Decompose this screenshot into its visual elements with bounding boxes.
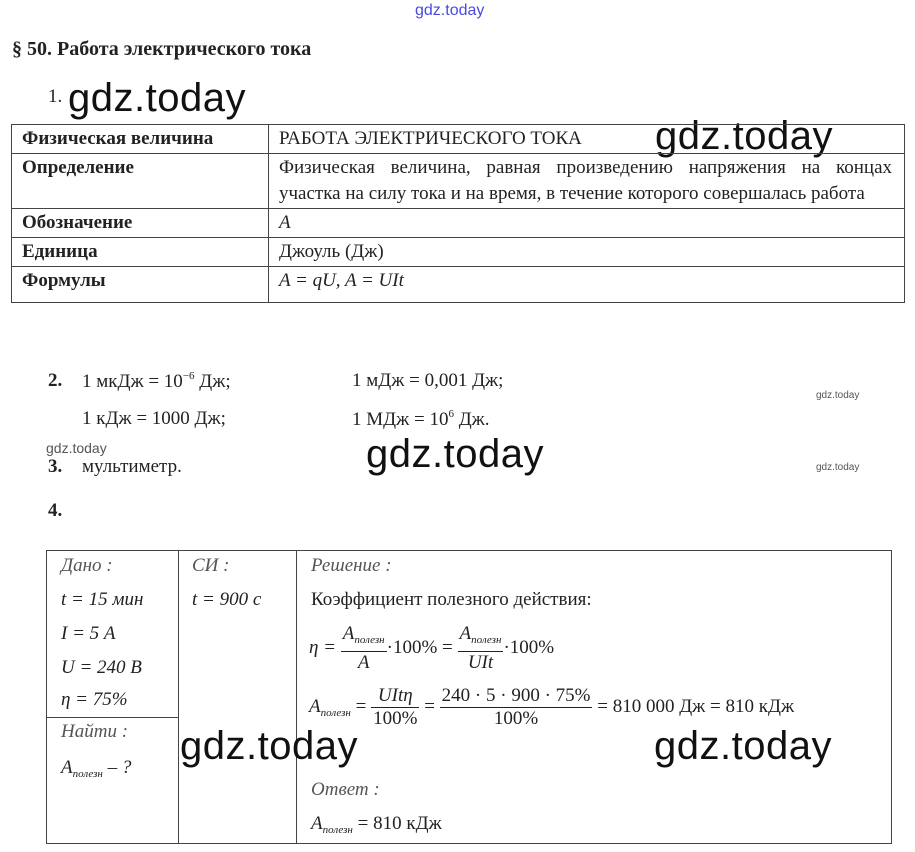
task1-number: 1. [48, 86, 63, 107]
unit-left: 1 мкДж = 10 [82, 371, 183, 392]
unit-item [82, 370, 231, 393]
watermark-5: gdz.today [654, 724, 832, 768]
fraction: $\frac{\text{UItη}}{100\%}$ [373, 685, 418, 729]
row-key: Единица [12, 238, 269, 267]
watermark-small-3: gdz.today [816, 462, 860, 473]
unit-item: 1 мДж = 0,001 Дж; [352, 370, 504, 391]
divider [47, 717, 178, 718]
watermark-small-1: gdz.today [816, 390, 860, 401]
section-title: § 50. Работа электрического тока [12, 38, 312, 60]
row-value: A [269, 209, 905, 238]
divider [178, 551, 179, 843]
unit-right: Дж; [194, 371, 231, 392]
given-item: η = 75% [61, 689, 128, 710]
task4-number: 4. [48, 500, 63, 521]
row-key: Физическая величина [12, 125, 269, 154]
given-item: t = 15 мин [61, 589, 144, 610]
si-item: t = 900 с [192, 589, 262, 610]
find-item: $A_{полезн}$ – ? [61, 757, 132, 780]
watermark-2: gdz.today [655, 114, 833, 158]
watermark-1: gdz.today [68, 76, 246, 120]
given-item: U = 240 В [61, 657, 142, 678]
fraction: $\frac{240 \cdot 5 \cdot 900 \cdot 75\%}{100\%}$ [441, 685, 591, 729]
row-key: Формулы [12, 267, 269, 303]
given-header: Дано : [61, 555, 113, 576]
si-header: СИ : [192, 555, 230, 576]
watermark-top: gdz.today [415, 2, 485, 19]
row-value: Физическая величина, равная произведению напряжения на концах участка на силу тока и на время, в течение которого совершалась работа [269, 154, 905, 209]
table-row [12, 154, 905, 209]
table-row [12, 125, 905, 154]
find-header: Найти : [61, 721, 129, 742]
unit-item: 1 кДж = 1000 Дж; [82, 408, 226, 429]
unit-exp: −6 [182, 370, 195, 382]
row-value: РАБОТА ЭЛЕКТРИЧЕСКОГО ТОКА [269, 125, 905, 154]
unit-item [352, 408, 490, 431]
formula-efficiency: η = $\frac{A_{полезн}}{A}$ ·100% = $\frac{A_{полезн}}{\text{UIt}}$ ·100% [309, 623, 555, 673]
table-row [12, 238, 905, 267]
task3-text: мультиметр. [82, 456, 182, 477]
watermark-3: gdz.today [366, 432, 544, 476]
watermark-4: gdz.today [180, 724, 358, 768]
divider [296, 551, 297, 843]
solution-header: Решение : [311, 555, 392, 576]
unit-right: Дж. [453, 409, 490, 430]
definition-table [11, 124, 905, 303]
table-row [12, 267, 905, 303]
answer-value: $A_{полезн} = 810$ кДж [311, 813, 442, 836]
problem-table [46, 550, 892, 844]
row-key: Обозначение [12, 209, 269, 238]
task2-number: 2. [48, 370, 63, 391]
watermark-small-2: gdz.today [46, 440, 107, 456]
given-item: I = 5 А [61, 623, 116, 644]
fraction: $\frac{A_{полезн}}{A}$ [342, 623, 385, 673]
row-value: Джоуль (Дж) [269, 238, 905, 267]
formula-useful-work: $A_{полезн}$ = $\frac{\text{UItη}}{100\%}$ = $\frac{240 \cdot 5 \cdot 900 \cdot 75\%}{100\%}$ = 810 000 Дж = 810 кДж [309, 685, 795, 729]
table-row [12, 209, 905, 238]
task3-number: 3. [48, 456, 63, 477]
fraction: $\frac{A_{полезн}}{\text{UIt}}$ [459, 623, 502, 673]
row-key: Определение [12, 154, 269, 209]
unit-left: 1 МДж = 10 [352, 409, 449, 430]
answer-header: Ответ : [311, 779, 380, 800]
row-value: A = qU, A = UIt [269, 267, 905, 303]
unit-exp: 6 [448, 408, 454, 420]
solution-text: Коэффициент полезного действия: [311, 589, 592, 610]
